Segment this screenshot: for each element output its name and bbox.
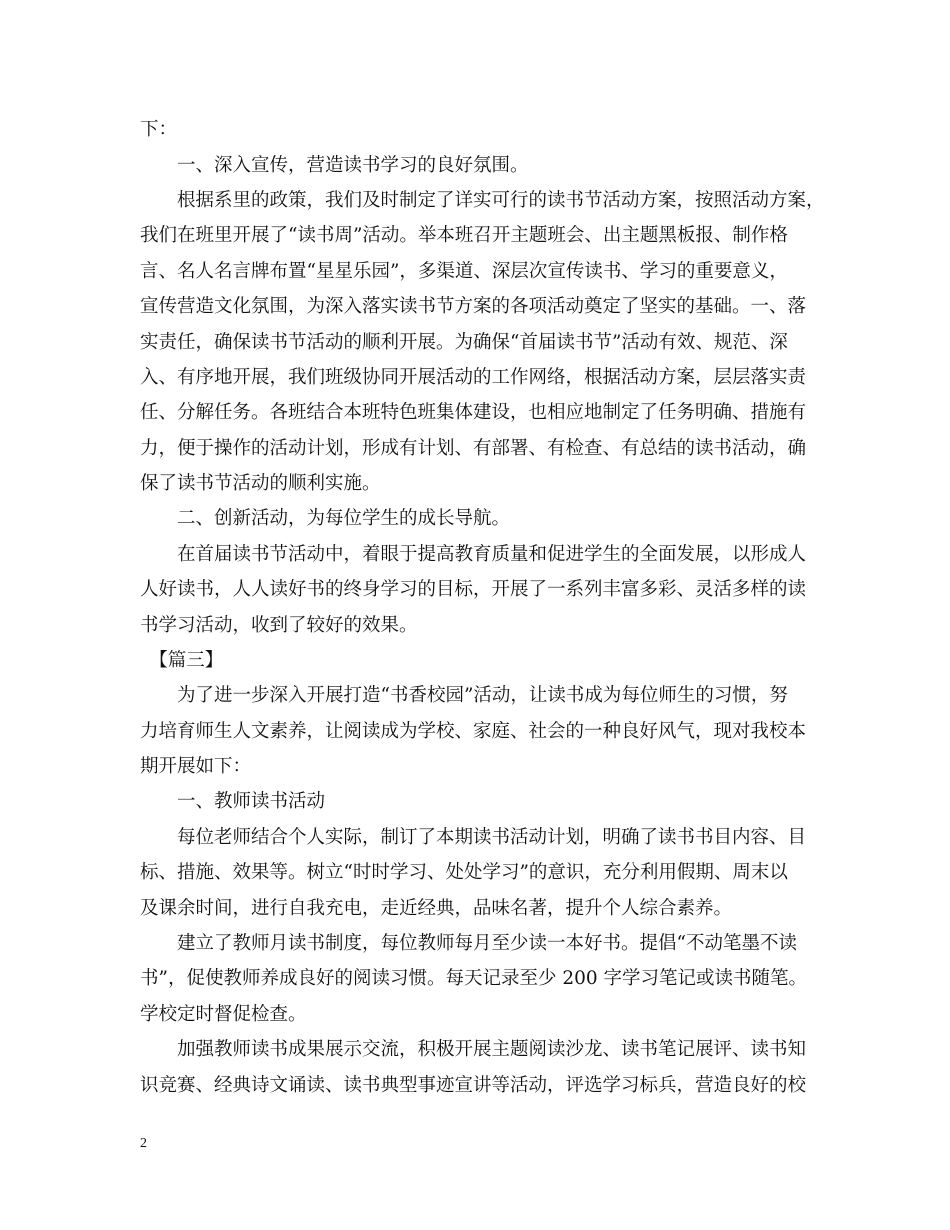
- text-line: 学校定时督促检查。: [140, 1004, 307, 1025]
- text-line: 宣传营造文化氛围，为深入落实读书节方案的各项活动奠定了坚实的基础。一、落: [140, 296, 807, 317]
- text-line: 标、措施、效果等。树立“时时学习、处处学习”的意识，充分利用假期、周末以: [140, 862, 788, 883]
- text-line: 每位老师结合个人实际，制订了本期读书活动计划，明确了读书书目内容、目: [140, 827, 807, 848]
- text-line: 建立了教师月读书制度，每位教师每月至少读一本好书。提倡“不动笔墨不读: [140, 933, 797, 954]
- text-line: 入、有序地开展，我们班级协同开展活动的工作网络，根据活动方案，层层落实责: [140, 367, 807, 388]
- text-line: 我们在班里开展了“读书周”活动。举本班召开主题班会、出主题黑板报、制作格: [140, 225, 788, 246]
- section-heading: 一、深入宣传，营造读书学习的良好氛围。: [140, 155, 529, 176]
- text-line: 根据系里的政策，我们及时制定了详实可行的读书节活动方案，按照活动方案，: [140, 190, 825, 211]
- text-line: 在首届读书节活动中，着眼于提高教育质量和促进学生的全面发展，以形成人: [140, 544, 807, 565]
- text-line: 识竞赛、经典诗文诵读、读书典型事迹宣讲等活动，评选学习标兵，营造良好的校: [140, 1075, 807, 1096]
- text-line: 为了进一步深入开展打造“书香校园”活动，让读书成为每位师生的习惯，努: [140, 685, 788, 706]
- text-line: 言、名人名言牌布置“星星乐园”，多渠道、深层次宣传读书、学习的重要意义，: [140, 261, 788, 282]
- page-number: 2: [140, 1136, 147, 1151]
- text-line: 任、分解任务。各班结合本班特色班集体建设，也相应地制定了任务明确、措施有: [140, 402, 807, 423]
- text-line: 保了读书节活动的顺利实施。: [140, 473, 381, 494]
- section-heading: 一、教师读书活动: [140, 791, 326, 812]
- part-heading: 【篇三】: [140, 650, 224, 671]
- text-line: 力，便于操作的活动计划，形成有计划、有部署、有检查、有总结的读书活动，确: [140, 438, 807, 459]
- text-line: 加强教师读书成果展示交流，积极开展主题阅读沙龙、读书笔记展评、读书知: [140, 1039, 807, 1060]
- text-line: 人好读书，人人读好书的终身学习的目标，开展了一系列丰富多彩、灵活多样的读: [140, 579, 807, 600]
- text-line: 实责任，确保读书节活动的顺利开展。为确保“首届读书节”活动有效、规范、深: [140, 332, 788, 353]
- text-line: 书学习活动，收到了较好的效果。: [140, 615, 418, 636]
- text-line: 书”，促使教师养成良好的阅读习惯。每天记录至少 200 字学习笔记或读书随笔。: [140, 968, 808, 989]
- section-heading: 二、创新活动，为每位学生的成长导航。: [140, 508, 511, 529]
- text-line: 下：: [140, 119, 178, 140]
- text-line: 力培育师生人文素养，让阅读成为学校、家庭、社会的一种良好风气，现对我校本: [140, 721, 807, 742]
- text-line: 及课余时间，进行自我充电，走近经典，品味名著，提升个人综合素养。: [140, 898, 733, 919]
- text-line: 期开展如下：: [140, 756, 252, 777]
